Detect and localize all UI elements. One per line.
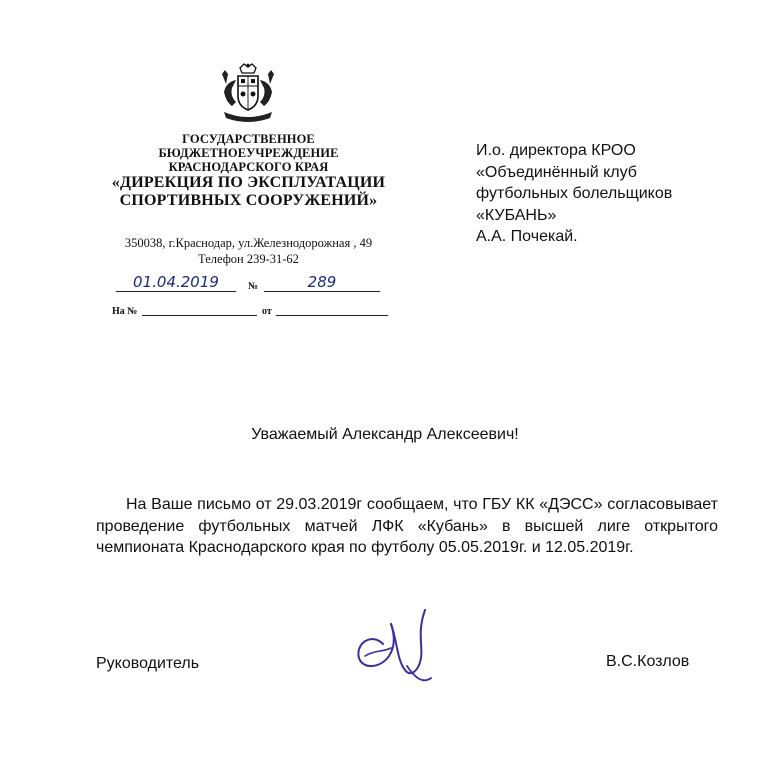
recipient-line: «КУБАНЬ» <box>476 206 557 224</box>
org-phone: Телефон 239-31-62 <box>198 252 299 266</box>
outgoing-date: 01.04.2019 <box>116 273 236 292</box>
number-label: № <box>248 281 259 292</box>
reference-line <box>112 303 402 319</box>
recipient-block <box>476 140 746 248</box>
org-line-2: БЮДЖЕТНОЕУЧРЕЖДЕНИЕ <box>158 146 339 160</box>
org-address: 350038, г.Краснодар, ул.Железнодорожная , 49 <box>124 236 373 250</box>
outgoing-number: 289 <box>264 273 380 292</box>
letter-body: На Ваше письмо от 29.03.2019г сообщаем, что ГБУ КК «ДЭСС» согласовывает проведение футбольных матчей ЛФК «Кубань» в высшей лиге открытого чемпионата Краснодарского края по футболу 05.05.2019г. и 12.05.2019г. <box>96 496 718 556</box>
recipient-line: «Объединённый клуб <box>476 163 637 181</box>
org-line-1: ГОСУДАРСТВЕННОЕ <box>182 132 315 146</box>
org-name-line-1: «ДИРЕКЦИЯ ПО ЭКСПЛУАТАЦИИ <box>111 174 386 191</box>
recipient-line: футбольных болельщиков <box>476 185 673 202</box>
signer-position: Руководитель <box>96 655 200 672</box>
greeting: Уважаемый Александр Алексеевич! <box>251 426 519 443</box>
ref-number-label: На № <box>112 306 138 317</box>
recipient-line: И.о. директора КРОО <box>476 142 636 159</box>
ref-date-blank <box>276 314 388 316</box>
outgoing-registration <box>96 272 396 294</box>
recipient-line: А.А. Почекай. <box>476 228 578 245</box>
ref-from-label: от <box>262 306 272 317</box>
org-line-3: КРАСНОДАРСКОГО КРАЯ <box>168 160 329 174</box>
ref-number-blank <box>142 314 257 316</box>
coat-of-arms-icon <box>216 62 280 126</box>
organization-name <box>96 132 401 210</box>
signer-name: В.С.Козлов <box>606 653 690 670</box>
handwritten-signature-icon <box>345 600 445 690</box>
org-name-line-2: СПОРТИВНЫХ СООРУЖЕНИЙ» <box>119 192 378 209</box>
org-contacts <box>96 235 401 267</box>
